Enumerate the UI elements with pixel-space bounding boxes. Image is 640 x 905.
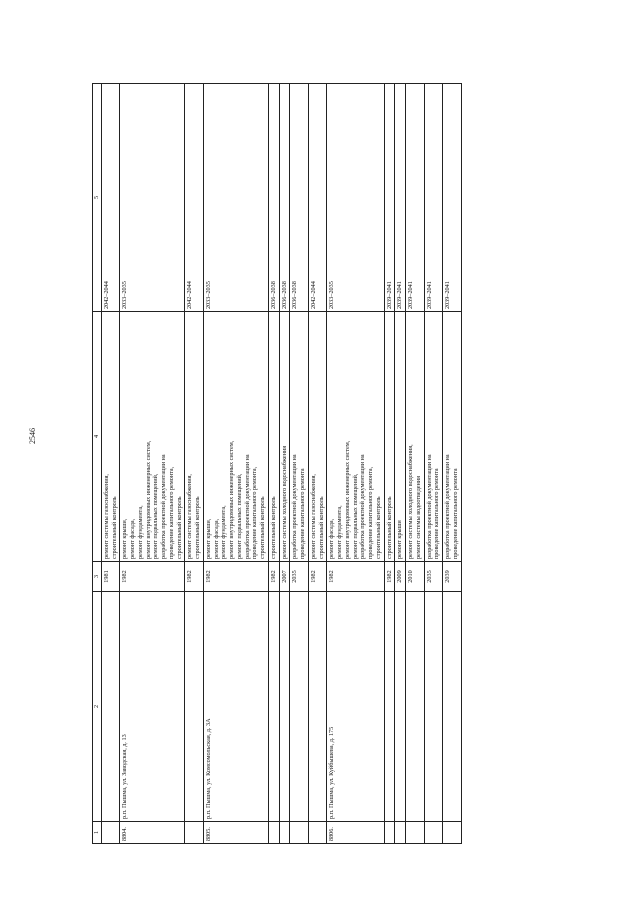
work-item: ремонт подвальных помещений, — [152, 473, 160, 559]
work-item: ремонт системы холодного водоснабжения — [280, 445, 288, 559]
period-cell: 2042–2044 — [308, 84, 327, 312]
row-number-cell — [424, 822, 443, 844]
work-item: ремонт фасада, — [212, 518, 220, 559]
works-cell — [443, 312, 462, 562]
year-cell: 2035 — [290, 562, 309, 592]
table-row — [308, 84, 327, 844]
row-number-cell — [443, 822, 462, 844]
works-cell — [279, 312, 290, 562]
rotated-table-container — [92, 84, 607, 844]
work-item: ремонт системы газоснабжения, — [309, 474, 317, 559]
work-item: проведение капитального ремонта, — [251, 466, 259, 559]
work-item: разработка проектной документации на — [243, 454, 251, 559]
page-number: 2546 — [28, 428, 37, 444]
period-cell: 2036–2038 — [279, 84, 290, 312]
repair-schedule-table — [92, 83, 462, 844]
year-cell: 1982 — [327, 562, 384, 592]
year-cell: 2009 — [395, 562, 406, 592]
work-item: ремонт подвальных помещений, — [235, 473, 243, 559]
work-item: ремонт крыши, — [121, 518, 129, 559]
year-cell: 2039 — [443, 562, 462, 592]
works-cell — [327, 312, 384, 562]
year-cell: 1982 — [185, 562, 204, 592]
row-number-cell: 8805. — [203, 822, 268, 844]
row-number-cell — [101, 822, 120, 844]
address-cell: р.п. Пышма, ул. Куйбышева, д. 175 — [327, 592, 384, 822]
row-number-cell — [185, 822, 204, 844]
year-cell: 1982 — [384, 562, 395, 592]
address-cell — [268, 592, 279, 822]
works-cell — [406, 312, 425, 562]
work-item: строительный контроль — [259, 496, 266, 559]
period-cell: 2039–2041 — [406, 84, 425, 312]
period-cell: 2036–2038 — [268, 84, 279, 312]
address-cell — [279, 592, 290, 822]
header-cell: 1 — [93, 822, 102, 844]
year-cell: 1982 — [308, 562, 327, 592]
work-item: ремонт системы газоснабжения, — [102, 474, 110, 559]
address-cell — [185, 592, 204, 822]
row-number-cell — [406, 822, 425, 844]
address-cell: р.п. Пышма, ул. Заводская, д. 13 — [120, 592, 185, 822]
row-number-cell — [384, 822, 395, 844]
year-cell: 2007 — [279, 562, 290, 592]
work-item: ремонт фасада, — [129, 518, 136, 559]
period-cell: 2039–2041 — [384, 84, 395, 312]
year-cell: 1982 — [203, 562, 268, 592]
year-cell: 2035 — [424, 562, 443, 592]
work-item: проведение капитального ремонта, — [367, 466, 374, 559]
works-cell — [101, 312, 120, 562]
work-item: разработка проектной документации на — [160, 454, 167, 559]
row-number-cell: 8804. — [120, 822, 185, 844]
address-cell — [290, 592, 309, 822]
work-item: строительный контроль — [374, 496, 382, 559]
work-item: ремонт системы газоснабжения, — [186, 474, 194, 559]
year-cell: 1982 — [268, 562, 279, 592]
table-row — [406, 84, 425, 844]
work-item: разработка проектной документации на — [425, 454, 433, 559]
table-row — [120, 84, 185, 844]
table-row — [268, 84, 279, 844]
works-cell — [268, 312, 279, 562]
work-item: ремонт внутридомовых инженерных систем, — [144, 440, 152, 559]
address-cell — [101, 592, 120, 822]
work-item: строительный контроль — [175, 496, 183, 559]
period-cell: 2042–2044 — [185, 84, 204, 312]
works-cell — [424, 312, 443, 562]
work-item: ремонт фундамента, — [136, 505, 144, 559]
period-cell: 2039–2041 — [424, 84, 443, 312]
header-cell: 3 — [93, 562, 102, 592]
period-cell: 2039–2041 — [395, 84, 406, 312]
header-row — [93, 84, 102, 844]
work-item: ремонт фасада, — [328, 518, 336, 559]
header-cell: 2 — [93, 592, 102, 822]
address-cell — [406, 592, 425, 822]
period-cell: 2033–2035 — [120, 84, 185, 312]
work-item: ремонт фундамента, — [336, 505, 343, 559]
row-number-cell — [279, 822, 290, 844]
works-cell — [120, 312, 185, 562]
period-cell: 2036–2038 — [290, 84, 309, 312]
work-item: ремонт системы водоотведения — [414, 476, 422, 559]
year-cell: 1981 — [101, 562, 120, 592]
work-item: проведение капитального ремонта — [299, 468, 306, 559]
table-row — [185, 84, 204, 844]
table-row — [279, 84, 290, 844]
work-item: строительный контроль — [269, 496, 277, 559]
row-number-cell — [268, 822, 279, 844]
work-item: разработка проектной документации на — [359, 454, 367, 559]
work-item: строительный контроль — [385, 496, 393, 559]
header-cell: 5 — [93, 84, 102, 312]
work-item: ремонт крыши — [396, 520, 404, 559]
year-cell: 1982 — [120, 562, 185, 592]
work-item: ремонт фундамента, — [220, 505, 228, 559]
works-cell — [185, 312, 204, 562]
period-cell: 2042–2044 — [101, 84, 120, 312]
address-cell — [443, 592, 462, 822]
works-cell — [290, 312, 309, 562]
table-row — [384, 84, 395, 844]
work-item: строительный контроль — [110, 496, 118, 559]
work-item: строительный контроль — [317, 496, 325, 559]
table-row — [443, 84, 462, 844]
row-number-cell: 8806. — [327, 822, 384, 844]
work-item: разработка проектной документации на — [291, 454, 299, 559]
work-item: строительный контроль — [194, 496, 201, 559]
period-cell: 2033–2035 — [327, 84, 384, 312]
table-row — [290, 84, 309, 844]
work-item: проведение капитального ремонта — [451, 468, 459, 559]
address-cell — [395, 592, 406, 822]
table-row — [203, 84, 268, 844]
row-number-cell — [395, 822, 406, 844]
address-cell — [308, 592, 327, 822]
table-row — [101, 84, 120, 844]
table-row — [327, 84, 384, 844]
work-item: ремонт подвальных помещений, — [351, 473, 359, 559]
work-item: проведение капитального ремонта — [433, 468, 441, 559]
header-cell: 4 — [93, 312, 102, 562]
works-cell — [308, 312, 327, 562]
year-cell: 2010 — [406, 562, 425, 592]
period-cell: 2033–2035 — [203, 84, 268, 312]
works-cell — [203, 312, 268, 562]
table-row — [395, 84, 406, 844]
works-cell — [395, 312, 406, 562]
work-item: ремонт крыши, — [204, 518, 212, 559]
work-item: разработка проектной документации на — [444, 454, 451, 559]
work-item: ремонт системы холодного водоснабжения, — [407, 444, 414, 559]
row-number-cell — [290, 822, 309, 844]
works-cell — [384, 312, 395, 562]
work-item: ремонт внутридомовых инженерных систем, — [228, 440, 235, 559]
work-item: проведение капитального ремонта, — [167, 466, 175, 559]
address-cell — [384, 592, 395, 822]
address-cell — [424, 592, 443, 822]
work-item: ремонт внутридомовых инженерных систем, — [343, 440, 351, 559]
address-cell: р.п. Пышма, ул. Комсомольская, д. 3А — [203, 592, 268, 822]
period-cell: 2039–2041 — [443, 84, 462, 312]
row-number-cell — [308, 822, 327, 844]
table-row — [424, 84, 443, 844]
